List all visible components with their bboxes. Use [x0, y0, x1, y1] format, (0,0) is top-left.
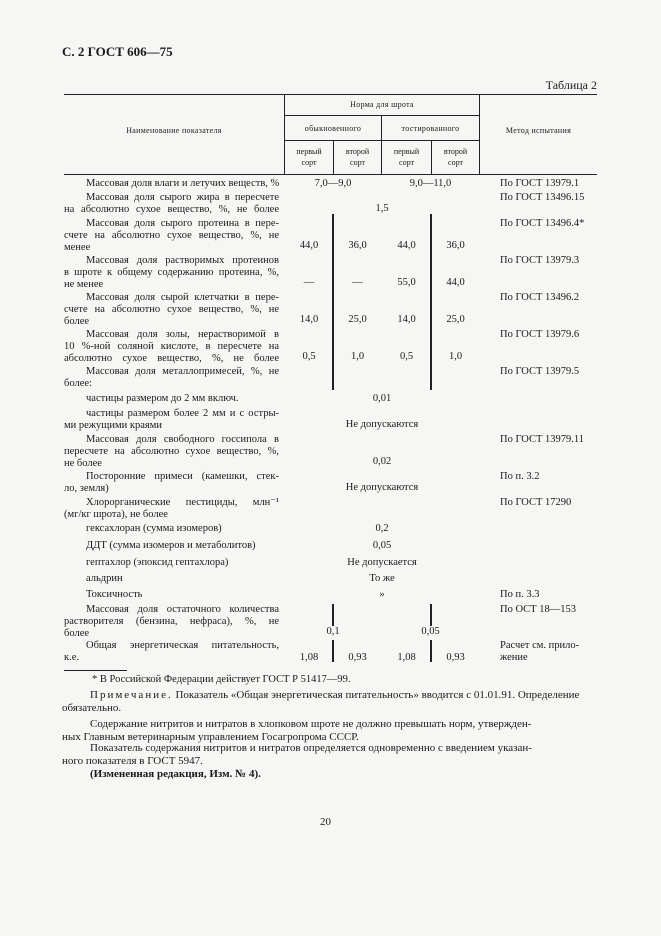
table-cell-method: По ГОСТ 13979.6	[500, 329, 580, 340]
table-cell-method: По п. 3.3	[500, 589, 540, 600]
table-cell-value: 1,5	[375, 203, 389, 214]
table-row-name: Массовая доля сырого протеина в пере- счете на абсолютно сухое вещество, %, не менее	[64, 218, 279, 253]
paragraph-nitrites-method: Показатель содержания нитритов и нитратов определяется одновременно с введением указан- ного показателя в ГОСТ 5947.	[62, 742, 532, 767]
table-row-name: Массовая доля свободного госсипола в пересчете на абсолютно сухое вещество, %, не более	[64, 434, 279, 469]
table-cell-method: По ГОСТ 13496.4*	[500, 218, 585, 229]
table-row-name: Массовая доля металлопримесей, %, не более:	[64, 366, 279, 389]
table-cell-value: 0,1	[326, 626, 340, 637]
table-cell-value: 0,2	[375, 523, 389, 534]
table-cell-value: То же	[369, 573, 395, 584]
table-row-name: альдрин	[86, 573, 123, 584]
table-cell-value: 0,93	[348, 652, 367, 663]
table-cell-value: 1,0	[350, 351, 365, 362]
table-cell-value: 14,0	[397, 314, 416, 325]
table-cell-value: 1,08	[299, 652, 319, 663]
table-row-name: Массовая доля сырого жира в пересчете на абсолютно сухое вещество, %, не более	[64, 192, 279, 215]
table-cell-value: 25,0	[348, 314, 367, 325]
table-cell-value: Не допускаются	[345, 482, 419, 493]
table-cell-value: 36,0	[446, 240, 465, 251]
table-row-name: частицы размером более 2 мм и с остры- ми режущими краями	[64, 408, 279, 431]
document-header: С. 2 ГОСТ 606—75	[62, 44, 173, 59]
table-row-name: Массовая доля остаточного количества растворителя (бензина, нефраса), %, не более	[64, 604, 279, 639]
col-header-first-grade: первый сорт	[393, 147, 420, 167]
table-cell-value: 1,0	[448, 351, 463, 362]
table-row-name: гексахлоран (сумма изомеров)	[86, 523, 222, 534]
table-cell-method: По ГОСТ 13979.1	[500, 178, 580, 189]
table-cell-value: —	[303, 277, 315, 288]
table-row-name: Массовая доля золы, нерастворимой в 10 %-ной соляной кислоте, в пересчете на абсолютно сухое вещество, %, не более	[64, 329, 279, 364]
table-cell-method: По ГОСТ 17290	[500, 497, 572, 508]
table-cell-value: 0,93	[446, 652, 465, 663]
table-cell-value: 0,01	[372, 393, 392, 404]
paragraph-nitrites: Содержание нитритов и нитратов в хлопковом шроте не должно превышать норм, утвержден- ных Главным ветеринарным управлением Госагропрома СССР.	[62, 718, 532, 743]
table-cell-value: 0,05	[372, 540, 392, 551]
table-cell-value: 7,0—9,0	[314, 178, 352, 189]
table-cell-value: 44,0	[446, 277, 465, 288]
table-cell-value: 0,5	[399, 351, 414, 362]
table-row-name: Хлорорганические пестициды, млн⁻¹ (мг/кг шрота), не более	[64, 497, 279, 520]
table-row-name: Токсичность	[86, 589, 143, 600]
table-cell-value: 9,0—11,0	[409, 178, 452, 189]
table-cell-value: 1,08	[397, 652, 416, 663]
table-cell-value: 0,5	[302, 351, 316, 362]
col-header-second-grade: второй сорт	[443, 147, 468, 167]
table-row-name: Массовая доля сырой клетчатки в пере- счете на абсолютно сухое вещество, %, не более	[64, 292, 279, 327]
table-cell-method: По ОСТ 18—153	[500, 604, 576, 615]
table-cell-method: По ГОСТ 13979.3	[500, 255, 580, 266]
table-cell-value: 55,0	[397, 277, 416, 288]
col-header-ordinary: обыкновенного	[304, 124, 362, 133]
table-cell-value: 25,0	[446, 314, 465, 325]
footnote: * В Российской Федерации действует ГОСТ Р 51417—99.	[92, 674, 351, 685]
table-row-name: частицы размером до 2 мм включ.	[86, 393, 239, 404]
table-row-name: Массовая доля влаги и летучих веществ, %	[86, 178, 280, 189]
table-cell-method: По п. 3.2	[500, 471, 540, 482]
table-cell-value: 14,0	[299, 314, 319, 325]
table-cell-method: По ГОСТ 13979.5	[500, 366, 580, 377]
table-cell-value: Не допускается	[347, 557, 417, 568]
col-header-method: Метод испытания	[505, 126, 572, 135]
table-cell-value: —	[352, 277, 363, 288]
page-number: 20	[320, 816, 331, 828]
table-cell-value: »	[379, 589, 385, 600]
amendment-note: (Измененная редакция, Изм. № 4).	[90, 768, 261, 780]
table-cell-value: 36,0	[348, 240, 367, 251]
col-header-toasted: тостированного	[401, 124, 460, 133]
table-row-name: Общая энергетическая питательность, к.е.	[64, 640, 279, 663]
table-cell-method: По ГОСТ 13979.11	[500, 434, 585, 445]
table-cell-method: По ГОСТ 13496.15	[500, 192, 585, 203]
table-row-name: ДДТ (сумма изомеров и метаболитов)	[86, 540, 256, 551]
table-cell-value: 44,0	[299, 240, 319, 251]
table-cell-method: По ГОСТ 13496.2	[500, 292, 580, 303]
table-cell-value: Не допускаются	[345, 419, 419, 430]
table-row-name: Посторонние примеси (камешки, стек- ло, земля)	[64, 471, 279, 494]
col-header-first-grade: первый сорт	[296, 147, 322, 167]
col-header-second-grade: второй сорт	[345, 147, 370, 167]
note: Примечание. Показатель «Общая энергетическая питательность» вводится с 01.01.91. Определение обязательно.	[62, 689, 580, 714]
table-label: Таблица 2	[545, 78, 597, 92]
table-row-name: гептахлор (эпоксид гептахлора)	[86, 557, 229, 568]
note-label: Примечание.	[90, 689, 173, 701]
table-cell-method: Расчет см. прило- жение	[500, 640, 580, 663]
col-header-name: Наименование показателя	[126, 126, 222, 135]
col-header-norm: Норма для шрота	[350, 100, 414, 109]
table-cell-value: 0,02	[372, 456, 392, 467]
table-row-name: Массовая доля растворимых протеинов в шроте к общему содержанию протеина, %, не менее	[64, 255, 279, 290]
table-cell-value: 0,05	[421, 626, 440, 637]
table-cell-value: 44,0	[397, 240, 416, 251]
